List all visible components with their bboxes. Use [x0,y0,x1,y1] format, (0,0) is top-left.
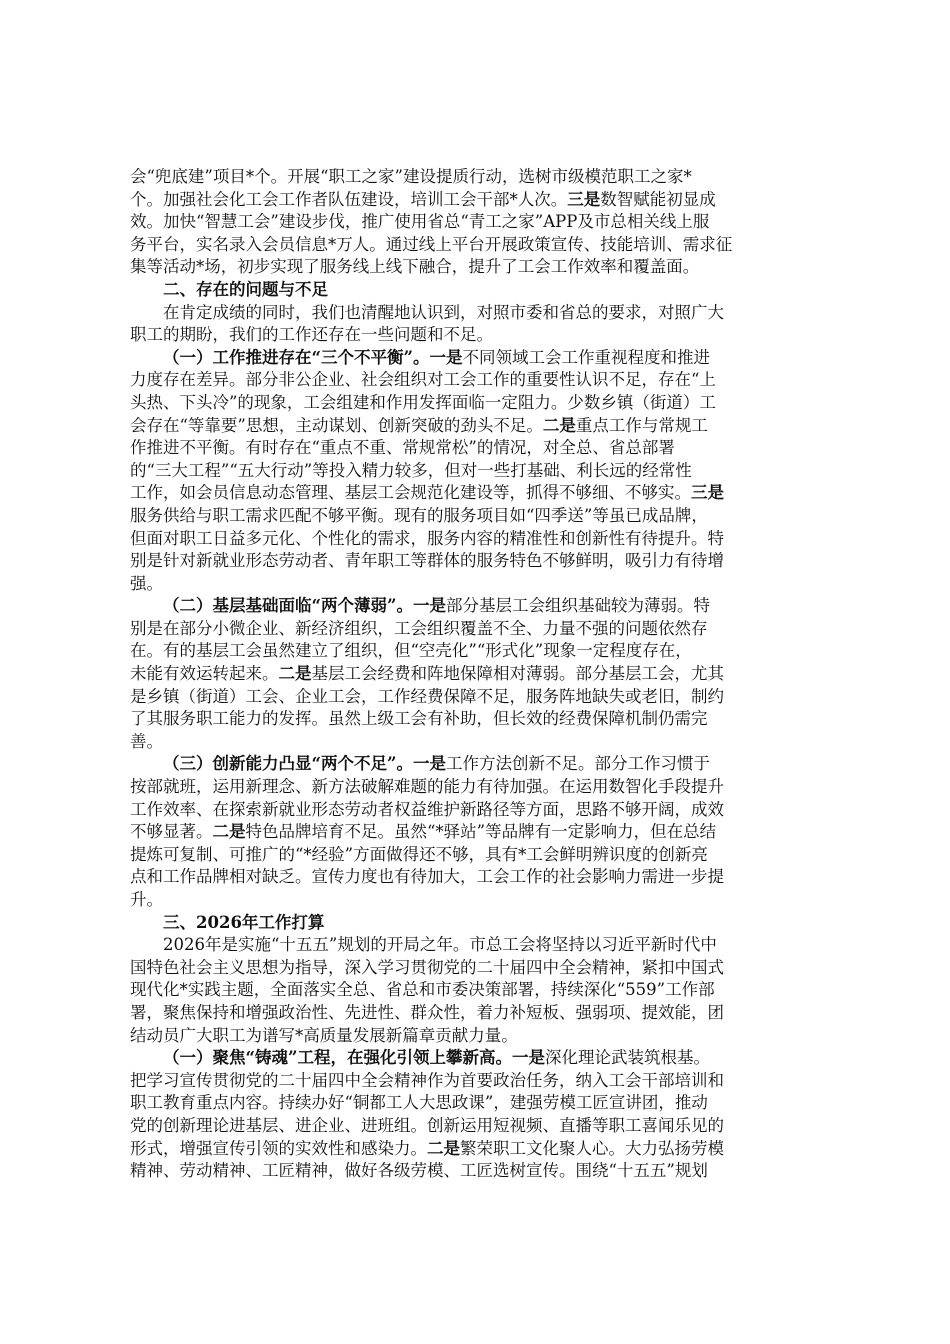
text-segment: 是乡镇（街道）工会、企业工会，工作经费保障不足，服务阵地缺失或老旧，制约 [130,686,724,706]
text-line [130,550,820,573]
text-segment: 2026年是实施“十五五”规划的开局之年。市总工会将坚持以习近平新时代中 [163,935,717,955]
bold-text-segment: （三）创新能力凸显“两个不足”。一是 [163,754,446,774]
text-line [130,1092,820,1115]
text-line [130,324,820,347]
text-segment: 会存在“等靠要”思想，主动谋划、创新突破的劲头不足。 [130,415,543,435]
text-segment: 署，聚焦保持和增强政治性、先进性、群众性，着力补短板、强弱项、提效能，团 [130,1002,724,1022]
text-line [130,460,820,483]
bold-text-segment: 三是 [567,189,601,209]
bold-text-segment: 二是 [278,664,312,684]
text-segment: 个。加强社会化工会工作者队伍建设，培训工会干部*人次。 [130,189,568,209]
text-line [130,866,820,889]
text-segment: 特色品牌培育不足。虽然“*驿站”等品牌有一定影响力，但在总结 [245,822,717,842]
text-line [130,347,820,370]
text-line [130,957,820,980]
text-segment: 重点工作与常规工 [575,415,708,435]
text-segment: 未能有效运转起来。 [130,664,279,684]
text-segment: 了其服务职工能力的发挥。虽然上级工会有补助，但长效的经费保障机制仍需完 [130,709,708,729]
text-segment: 现代化*实践主题，全面落实全总、省总和市委决策部署，持续深化“559”工作部 [130,980,715,1000]
text-segment: 但面对职工日益多元化、个性化的需求，服务内容的精准性和创新性有待提升。特 [130,528,724,548]
text-segment: 效。加快“智慧工会”建设步伐，推广使用省总“青工之家”APP及市总相关线上服 [130,212,710,232]
text-segment: 深化理论武装筑根基。 [544,1048,710,1068]
text-line [130,573,820,596]
text-line [130,1070,820,1093]
text-line [130,686,820,709]
text-line [130,211,820,234]
text-segment: 会“兜底建”项目*个。开展“职工之家”建设提质行动，选树市级模范职工之家* [130,167,692,186]
text-line [130,528,820,551]
text-line [130,618,820,641]
text-line [130,1002,820,1025]
text-segment: 按部就班，运用新理念、新方法破解难题的能力有待加强。在运用数智化手段提升 [130,777,724,797]
text-line [130,302,820,325]
text-segment: 职工教育重点内容。持续办好“铜都工人大思政课”，建强劳模工匠宣讲团，推动 [130,1093,708,1113]
text-segment: 服务供给与职工需求匹配不够平衡。现有的服务项目如“四季送”等虽已成品牌， [130,505,708,525]
text-segment: 在肯定成绩的同时，我们也清醒地认识到，对照市委和省总的要求，对照广大 [163,302,724,322]
text-segment: 别是针对新就业形态劳动者、青年职工等群体的服务特色不够鲜明，吸引力有待增 [130,551,724,571]
text-line [130,437,820,460]
text-segment: 力度存在差异。部分非公企业、社会组织对工会工作的重要性认识不足，存在“上 [130,370,716,390]
text-line [130,731,820,754]
text-segment: 结动员广大职工为谱写*高质量发展新篇章贡献力量。 [130,1025,518,1045]
text-segment: 职工的期盼，我们的工作还存在一些问题和不足。 [130,325,493,345]
text-segment: 工作方法创新不足。部分工作习惯于 [445,754,710,774]
text-segment: 工作效率、在探索新就业形态劳动者权益维护新路径等方面，思路不够开阔，成效 [130,799,724,819]
bold-text-segment: （一）工作推进存在“三个不平衡”。一是 [163,347,463,367]
text-segment: 数智赋能初显成 [600,189,716,209]
text-line [130,821,820,844]
text-segment: 基层工会经费和阵地保障相对薄弱。部分基层工会，尤其 [311,664,724,684]
text-line [130,844,820,867]
text-line [130,753,820,776]
bold-text-segment: （二）基层基础面临“两个薄弱”。一是 [163,596,446,616]
text-line [130,166,820,189]
text-line [130,640,820,663]
text-segment: 头热、下头冷”的现象，工会组建和作用发挥面临一定阻力。少数乡镇（街道）工 [130,392,716,412]
text-line [130,482,820,505]
text-segment: 不够显著。 [130,822,213,842]
text-line [130,279,820,302]
text-segment: 精神、劳动精神、工匠精神，做好各级劳模、工匠选树宣传。围绕“十五五”规划 [130,1161,708,1181]
text-segment: 提炼可复制、可推广的“*经验”方面做得还不够，具有*工会鲜明辨识度的创新亮 [130,844,708,864]
bold-text-segment: 三、2026年工作打算 [163,912,325,932]
text-segment: 部分基层工会组织基础较为薄弱。特 [445,596,710,616]
text-segment: 繁荣职工文化聚人心。大力弘扬劳模 [460,1138,724,1158]
text-line [130,979,820,1002]
text-segment: 国特色社会主义思想为指导，深入学习贯彻党的二十届四中全会精神，紧扣中国式 [130,957,724,977]
text-segment: 强。 [130,573,163,593]
text-line [130,595,820,618]
text-segment: 形式，增强宣传引领的实效性和感染力。 [130,1138,427,1158]
bold-text-segment: 二、存在的问题与不足 [163,279,328,299]
text-line [130,369,820,392]
text-line [130,663,820,686]
text-line [130,1160,820,1183]
text-line [130,1047,820,1070]
bold-text-segment: 二是 [427,1138,460,1158]
bold-text-segment: 三是 [691,483,724,503]
text-line [130,1025,820,1048]
text-segment: 不同领域工会工作重视程度和推进 [462,347,710,367]
bold-text-segment: （一）聚焦“铸魂”工程，在强化引领上攀新高。一是 [163,1048,545,1068]
text-line [130,776,820,799]
text-segment: 务平台，实名录入会员信息*万人。通过线上平台开展政策宣传、技能培训、需求征 [130,234,733,254]
text-line [130,256,820,279]
text-segment: 点和工作品牌相对缺乏。宣传力度也有待加大，工会工作的社会影响力需进一步提 [130,867,724,887]
text-line [130,799,820,822]
text-line [130,189,820,212]
text-segment: 在。有的基层工会虽然建立了组织，但“空壳化”“形式化”现象一定程度存在， [130,641,692,661]
text-segment: 工作，如会员信息动态管理、基层工会规范化建设等，抓得不够细、不够实。 [130,483,691,503]
text-line [130,234,820,257]
text-segment: 把学习宣传贯彻党的二十届四中全会精神作为首要政治任务，纳入工会干部培训和 [130,1070,724,1090]
text-line [130,1138,820,1161]
text-segment: 党的创新理论进基层、进企业、进班组。创新运用短视频、直播等职工喜闻乐见的 [130,1115,724,1135]
text-line [130,415,820,438]
document-page [130,166,820,1183]
text-line [130,889,820,912]
text-segment: 别是在部分小微企业、新经济组织，工会组织覆盖不全、力量不强的问题依然存 [130,618,708,638]
text-segment: 作推进不平衡。有时存在“重点不重、常规常松”的情况，对全总、省总部署 [130,438,675,458]
text-line [130,934,820,957]
text-segment: 善。 [130,731,163,751]
text-segment: 升。 [130,890,163,909]
text-line [130,1115,820,1138]
text-segment: 集等活动*场，初步实现了服务线上线下融合，提升了工会工作效率和覆盖面。 [130,257,700,277]
bold-text-segment: 二是 [542,415,576,435]
text-line [130,912,820,935]
bold-text-segment: 二是 [212,822,246,842]
text-segment: 的“三大工程”“五大行动”等投入精力较多，但对一些打基础、利长远的经常性 [130,460,692,480]
text-line [130,392,820,415]
text-line [130,708,820,731]
text-line [130,505,820,528]
